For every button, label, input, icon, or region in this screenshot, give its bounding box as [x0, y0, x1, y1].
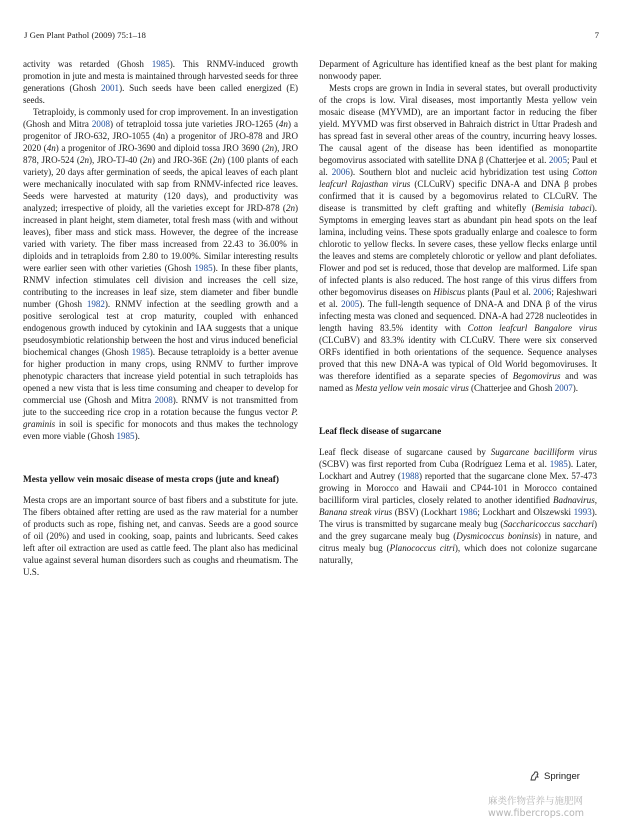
- italic-text: 4n: [278, 119, 288, 129]
- citation-year-link[interactable]: 2006: [533, 287, 552, 297]
- citation-year-link[interactable]: 2008: [154, 395, 173, 405]
- citation-year-link[interactable]: 2008: [91, 119, 110, 129]
- citation-year-link[interactable]: 1985: [194, 263, 213, 273]
- citation-year-link[interactable]: 1985: [116, 431, 135, 441]
- page-number: 7: [594, 30, 599, 40]
- citation-year-link[interactable]: 2001: [100, 83, 120, 93]
- running-header: [24, 30, 599, 44]
- citation-year-link[interactable]: 2005: [548, 155, 567, 165]
- italic-text: Bemisia tabaci: [534, 203, 592, 213]
- publisher-name: Springer: [544, 770, 580, 782]
- citation-year-link[interactable]: 1985: [151, 59, 170, 69]
- italic-text: Begomovirus: [512, 371, 561, 381]
- paragraph-tetraploidy: Tetraploidy, is commonly used for crop improvement. In an investigation (Ghosh and Mitra 2008) of tetraploid tossa jute varieties JRO-1265 (4n) a progenitor of JRO-632, JRO-1055 (4n) a progenitor of JRO-878 and JRO 2020 (4n) a progenitor of JRO-3690 and diploid tossa JRO 3690 (2n), JRO 878, JRO-524 (2n), JRO-TJ-40 (2n) and JRO-36E (2n) (100 plants of each variety), 20 days after germination of seeds, the apical leaves of each plant were mechanically inoculated with sap from RNMV-infected rice leaves. Seeds were harvested at maturity (120 days), and productivity was analyzed; irrespective of ploidy, all the varieties except for JRD-878 (2n) increased in plant height, stem diameter, total fresh mass (with and without leaves), fiber mass and stick mass. However, the degree of the increase varied with variety. The fiber mass increased from 22.43 to 36.00% in diploids and in tetraploids from 2.80 to 19.00%. Similar interesting results were earlier seen with other varieties (Ghosh 1985). In these fiber plants, RNMV infection stimulates cell division and increases the cell size, contributing to the increases in leaf size, stem diameter and fiber bundle number (Ghosh 1982). RNMV infection at the seedling growth and a positive serological test at crop maturity, coupled with enhanced endogenous growth induced by cytokinin and IAA suggests that a unique pseudosymbiotic relationship between the host and virus induced beneficial biochemical changes (Ghosh 1985). Because tetraploidy is a better avenue for higher production in many crops, using RNMV to further improve phenotypic characters that increase yield potential in such tetraploids has opened a new vista that is less time consuming and cheaper to develop for commercial use (Ghosh and Mitra 2008). RNMV is not transmitted from jute to the succeeding rice crop in a rotation because the fungus vector P. graminis in soil is specific for monocots and thus makes the technology even more viable (Ghosh 1985).: [23, 107, 299, 441]
- italic-text: 2n: [212, 155, 222, 165]
- right-column: [319, 58, 597, 566]
- italic-text: Planococcus citri: [389, 543, 455, 553]
- citation-year-link[interactable]: 1985: [131, 347, 150, 357]
- italic-text: Cotton leafcurl Bangalore virus: [467, 323, 597, 333]
- italic-text: 2n: [142, 155, 152, 165]
- italic-text: Hibiscus: [433, 287, 465, 297]
- italic-text: 2n: [79, 155, 89, 165]
- italic-text: Sugarcane bacilliform virus: [490, 447, 597, 457]
- paragraph-kneaf-paper: Deparment of Agriculture has identified kneaf as the best plant for making nonwoody paper.: [319, 59, 597, 81]
- springer-horse-icon: [529, 770, 541, 782]
- italic-text: Dysmicoccus boninsis: [456, 531, 538, 541]
- italic-text: 4n: [46, 143, 56, 153]
- citation-year-link[interactable]: 1993: [573, 507, 592, 517]
- citation-year-link[interactable]: 2006: [331, 167, 350, 177]
- heading-gap: [319, 438, 597, 446]
- heading-gap: [23, 486, 298, 494]
- citation-year-link[interactable]: 1985: [549, 459, 568, 469]
- italic-text: Saccharicoccus sacchari: [503, 519, 594, 529]
- section-heading-sugarcane: Leaf fleck disease of sugarcane: [319, 427, 442, 437]
- citation-year-link[interactable]: 2005: [341, 299, 360, 309]
- watermark-url: www.fibercrops.com: [488, 808, 585, 819]
- paragraph-myvmd: Mests crops are grown in India in several states, but overall productivity of the crops is low. Viral diseases, most importantly Mesta yellow vein mosaic disease (MYVMD), are an important factor in reducing the fiber yield. MYVMD was first observed in Bahraich district in Uttar Pradesh and has spread fast in several other areas of the country, incurring heavy losses. The causal agent of the disease has been identified as monopartite begomovirus associated with satellite DNA β (Chatterjee et al. 2005; Paul et al. 2006). Southern blot and nucleic acid hybridization test using Cotton leafcurl Rajasthan virus (CLCuRV) specific DNA-A and DNA β probes confirmed that it is caused by a begomovirus related to CLCuRV. The disease is transmitted by cleft grafting and whitefly (Bemisia tabaci). Symptoms in emerging leaves start as abundant pin head spots on the leaf lamina, including veins. These spots gradually enlarge and coalesce to form chlorotic to yellow flecks. In severe cases, these yellow flecks enlarge until the leaves and stems are completely chlorotic or yellow and plant defoliates. Flower and pod set is reduced, those that develop are malformed. Life span of infected plants is also reduced. The host range of this virus differs from other begomovirus diseases on Hibiscus plants (Paul et al. 2006; Rajeshwari et al. 2005). The full-length sequence of DNA-A and DNA β of the virus infecting mesta was cloned and sequenced. DNA-A had 2728 nucleotides in length having 83.5% identity with Cotton leafcurl Bangalore virus (CLCuBV) and 83.3% identity with CLCuRV. There were six conserved ORFs identified in both orientations of the sequence. Sequence analyses proved that this new DNA-A was typical of Old World begomoviruses. It was therefore identified as a separate species of Begomovirus and was named as Mesta yellow vein mosaic virus (Chatterjee and Ghosh 2007).: [319, 83, 598, 393]
- publisher-logo: [529, 770, 580, 782]
- paragraph-mesta-crops: Mesta crops are an important source of bast fibers and a substitute for jute. The fibers obtained after retting are used as the raw material for a number of products such as rope, fishing net, and canvas. Seeds are a good source of oil (20%) and used in cooking, soap, paints and lubricants. Seed cakes left after oil extraction are used as cattle feed. The plant also has medicinal value against several human disorders such as coughs and rheumatism. The U.S.: [23, 495, 298, 577]
- italic-text: 2n: [265, 143, 275, 153]
- italic-text: Badnavirus, Banana streak virus: [319, 495, 597, 517]
- citation-year-link[interactable]: 1986: [459, 507, 478, 517]
- citation-year-link[interactable]: 1988: [400, 471, 420, 481]
- citation-year-link[interactable]: 2007: [554, 383, 573, 393]
- left-column: [23, 58, 298, 578]
- paragraph-rnmv-growth: activity was retarded (Ghosh 1985). This RNMV-induced growth promotion in jute and mesta is maintained through harvested seeds for three generations (Ghosh 2001). Such seeds have been called energized (E) seeds.: [23, 59, 298, 105]
- italic-text: 2n: [285, 203, 295, 213]
- section-heading-mesta: Mesta yellow vein mosaic disease of mesta crops (jute and kneaf): [23, 475, 279, 485]
- section-gap: [319, 394, 597, 426]
- journal-citation: J Gen Plant Pathol (2009) 75:1–18: [24, 30, 146, 40]
- site-watermark: [488, 796, 618, 820]
- italic-text: P. graminis: [23, 407, 298, 429]
- citation-year-link[interactable]: 1982: [86, 299, 105, 309]
- section-gap: [23, 442, 298, 474]
- watermark-title: 麻类作物营养与施肥网: [488, 796, 584, 807]
- italic-text: Cotton leafcurl Rajasthan virus: [319, 167, 597, 189]
- paragraph-leaf-fleck: Leaf fleck disease of sugarcane caused by Sugarcane bacilliform virus (SCBV) was first reported from Cuba (Rodríguez Lema et al. 1985). Later, Lockhart and Autrey (1988) reported that the sugarcane clone Mex. 57-473 growing in Morocco and Hawaii and CP44-101 in Morocco contained bacilliform viral particles, closely related to another identified Badnavirus, Banana streak virus (BSV) (Lockhart 1986; Lockhart and Olszewski 1993). The virus is transmitted by sugarcane mealy bug (Saccharicoccus sacchari) and the grey sugarcane mealy bug (Dysmicoccus boninsis) in nature, and citrus mealy bug (Planococcus citri), which does not colonize sugarcane naturally,: [319, 447, 598, 565]
- italic-text: Mesta yellow vein mosaic virus: [355, 383, 469, 393]
